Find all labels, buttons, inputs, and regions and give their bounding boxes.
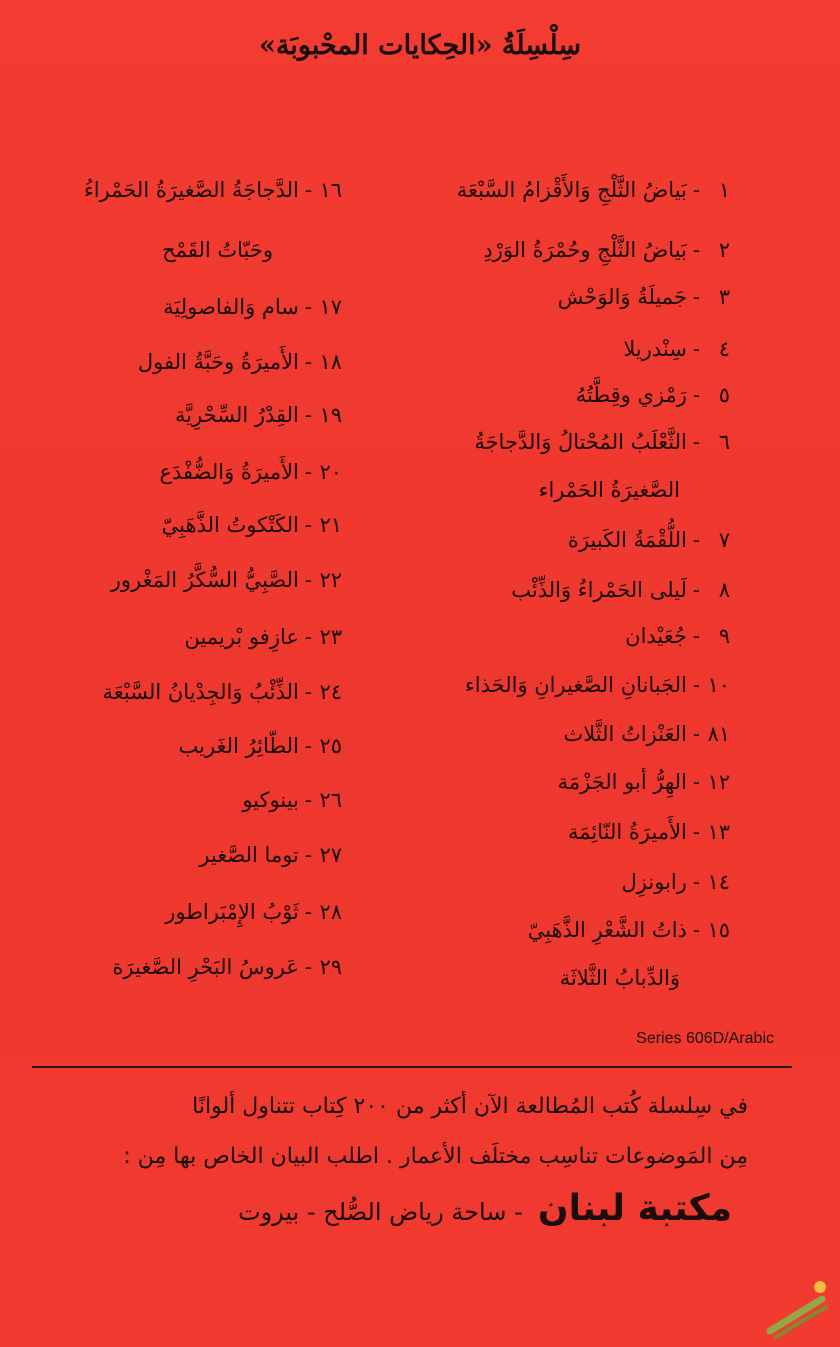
- book-title: بينوكيو: [242, 788, 299, 812]
- book-title: الهِرُّ أبو الجَزْمَة: [557, 770, 687, 794]
- book-title: الأَميرَةُ وحَبَّةُ الفول: [137, 350, 299, 374]
- dash-separator: -: [692, 238, 700, 262]
- dash-separator: -: [304, 680, 312, 704]
- series-code-label: Series 606D/Arabic: [636, 1030, 774, 1047]
- book-title: الثَّعْلَبُ المُحْتالُ وَالدَّجاجَةُ: [474, 430, 687, 454]
- book-number: ٢١: [319, 513, 342, 537]
- book-title: رَمْزي وقِطَّتُهُ: [575, 383, 687, 407]
- left-book-entry: [103, 680, 343, 704]
- book-title: توما الصَّغير: [199, 843, 299, 867]
- book-number: ٢: [718, 238, 730, 262]
- book-title: الجَبانانِ الصَّغيرانِ وَالحَذاء: [464, 673, 687, 697]
- left-book-entry: [162, 513, 342, 537]
- horizontal-divider: [32, 1066, 792, 1068]
- book-number: ٢٢: [319, 568, 342, 592]
- dash-separator: -: [692, 722, 700, 746]
- dash-separator: -: [692, 383, 700, 407]
- left-book-entry: [84, 178, 342, 202]
- promo-text-line-1: في سِلسلة كُتب المُطالعة الآن أكثر من ٢٠٠ كِتاب تتناول ألوانًا: [192, 1094, 748, 1119]
- right-book-entry: [558, 770, 730, 794]
- book-number: ٤: [718, 337, 730, 361]
- book-number: ١٦: [319, 178, 342, 202]
- left-book-entry: [165, 900, 342, 924]
- book-title: الصَّبِيُّ السُّكَّرُ المَغْرور: [110, 568, 299, 592]
- book-title: العَنْزاتُ الثَّلاث: [563, 722, 687, 746]
- book-number: ٢٩: [319, 955, 342, 979]
- left-book-entry: [242, 788, 342, 812]
- book-number: ١٧: [319, 295, 342, 319]
- book-number: ١٥: [707, 918, 730, 942]
- book-number: ٢٧: [319, 843, 342, 867]
- right-book-entry: [457, 178, 730, 202]
- book-number: ١٣: [707, 820, 730, 844]
- publisher-block: [238, 1188, 732, 1229]
- dash-separator: -: [304, 734, 312, 758]
- left-book-entry: [175, 403, 342, 427]
- book-title: الأَميرَةُ النّائِمَة: [568, 820, 687, 844]
- right-book-entry: [625, 624, 730, 648]
- dash-separator: -: [692, 578, 700, 602]
- book-title: سام وَالفاصولِيَة: [163, 295, 299, 319]
- book-title: الدَّجاجَةُ الصَّغيرَةُ الحَمْراءُ: [83, 178, 299, 202]
- right-book-entry: [511, 578, 730, 602]
- left-book-entry: [111, 568, 342, 592]
- dash-separator: -: [692, 624, 700, 648]
- publisher-name: مكتبة لبنان: [537, 1188, 732, 1229]
- dash-separator: -: [304, 350, 312, 374]
- dash-separator: -: [692, 285, 700, 309]
- publisher-address: - ساحة رياض الصُّلح - بيروت: [238, 1198, 523, 1226]
- book-number: ١٢: [707, 770, 730, 794]
- book-title: عازِفو بْريمين: [184, 625, 299, 649]
- left-book-entry: [163, 295, 342, 319]
- book-number: ١٠: [707, 673, 730, 697]
- book-number: ٢٦: [319, 788, 342, 812]
- series-title: سِلْسِلَةُ «الحِكايات المحْبوبَة»: [259, 30, 581, 61]
- left-book-entry: [159, 460, 342, 484]
- book-title: الذِّئْبُ وَالجِدْيانُ السَّبْعَة: [102, 680, 299, 704]
- book-title: الطّائِرُ الغَريب: [178, 734, 299, 758]
- book-title: ثَوْبُ الإِمْبَراطور: [165, 900, 299, 924]
- book-title: ذاتُ الشَّعْرِ الذَّهَبِيّ: [527, 918, 687, 942]
- dash-separator: -: [692, 337, 700, 361]
- book-number: ٦: [718, 430, 730, 454]
- dash-separator: -: [304, 955, 312, 979]
- left-book-entry: [179, 734, 343, 758]
- book-number: ٢٣: [319, 625, 342, 649]
- left-book-title-continuation: وحَبّاتُ القَمْح: [162, 238, 273, 262]
- book-number: ٨١: [707, 722, 730, 746]
- right-book-entry: [563, 722, 730, 746]
- right-book-entry: [568, 820, 730, 844]
- book-number: ٧: [718, 528, 730, 552]
- book-number: ١٩: [319, 403, 342, 427]
- book-number: ٢٠: [319, 460, 342, 484]
- book-number: ٨: [718, 578, 730, 602]
- right-book-entry: [558, 285, 730, 309]
- right-book-entry: [528, 918, 730, 942]
- dash-separator: -: [304, 178, 312, 202]
- book-number: ١٨: [319, 350, 342, 374]
- book-number: ٢٤: [319, 680, 342, 704]
- book-number: ٢٥: [319, 734, 342, 758]
- book-number: ٩: [718, 624, 730, 648]
- book-title: رابونزِل: [621, 870, 687, 894]
- book-title: الكَتْكوتُ الذَّهَبِيّ: [161, 513, 299, 537]
- book-title: جَميلَةُ وَالوَحْش: [557, 285, 687, 309]
- dash-separator: -: [304, 460, 312, 484]
- right-book-entry: [474, 430, 730, 454]
- dash-separator: -: [304, 843, 312, 867]
- right-book-entry: [622, 870, 730, 894]
- book-title: سِنْدريلا: [623, 337, 687, 361]
- dash-separator: -: [304, 403, 312, 427]
- right-book-title-continuation: الصَّغيرَةُ الحَمْراء: [538, 478, 680, 502]
- dash-separator: -: [692, 770, 700, 794]
- book-title: بَياضُ الثَّلْجِ وَالأَقْزامُ السَّبْعَة: [456, 178, 687, 202]
- left-book-entry: [185, 625, 342, 649]
- right-book-entry: [623, 337, 730, 361]
- right-book-entry: [483, 238, 730, 262]
- book-number: ١: [718, 178, 730, 202]
- dash-separator: -: [692, 528, 700, 552]
- dash-separator: -: [304, 788, 312, 812]
- book-title: الأَميرَةُ وَالضُّفْدَع: [159, 460, 299, 484]
- dash-separator: -: [304, 295, 312, 319]
- dash-separator: -: [304, 900, 312, 924]
- dash-separator: -: [304, 568, 312, 592]
- book-title: القِدْرُ السِّحْرِيَّة: [174, 403, 299, 427]
- right-book-entry: [576, 383, 730, 407]
- right-book-entry: [465, 673, 730, 697]
- dash-separator: -: [692, 178, 700, 202]
- right-book-entry: [568, 528, 730, 552]
- dash-separator: -: [692, 430, 700, 454]
- dash-separator: -: [304, 513, 312, 537]
- book-title: اللُّقْمَةُ الكَبيرَة: [567, 528, 687, 552]
- dash-separator: -: [692, 870, 700, 894]
- watermark-logo: [762, 1277, 832, 1341]
- book-title: عَروسُ البَحْرِ الصَّغيرَة: [112, 955, 299, 979]
- dash-separator: -: [692, 820, 700, 844]
- book-number: ١٤: [707, 870, 730, 894]
- right-book-title-continuation: وَالدِّبابُ الثَّلاثَة: [559, 966, 680, 990]
- left-book-entry: [199, 843, 342, 867]
- left-book-entry: [112, 955, 342, 979]
- book-number: ٢٨: [319, 900, 342, 924]
- promo-text-line-2: مِن المَوضوعات تناسِب مختلَف الأعمار . اطلب البيان الخاص بها مِن :: [123, 1144, 748, 1169]
- dash-separator: -: [692, 918, 700, 942]
- left-book-entry: [138, 350, 342, 374]
- book-title: بَياضُ الثَّلْجِ وحُمْرَةُ الوَرْدِ: [483, 238, 687, 262]
- dash-separator: -: [692, 673, 700, 697]
- book-number: ٣: [718, 285, 730, 309]
- book-title: جُعَيْدان: [625, 624, 687, 648]
- book-number: ٥: [718, 383, 730, 407]
- dash-separator: -: [304, 625, 312, 649]
- book-title: لَيلى الحَمْراءُ وَالذِّئْب: [511, 578, 687, 602]
